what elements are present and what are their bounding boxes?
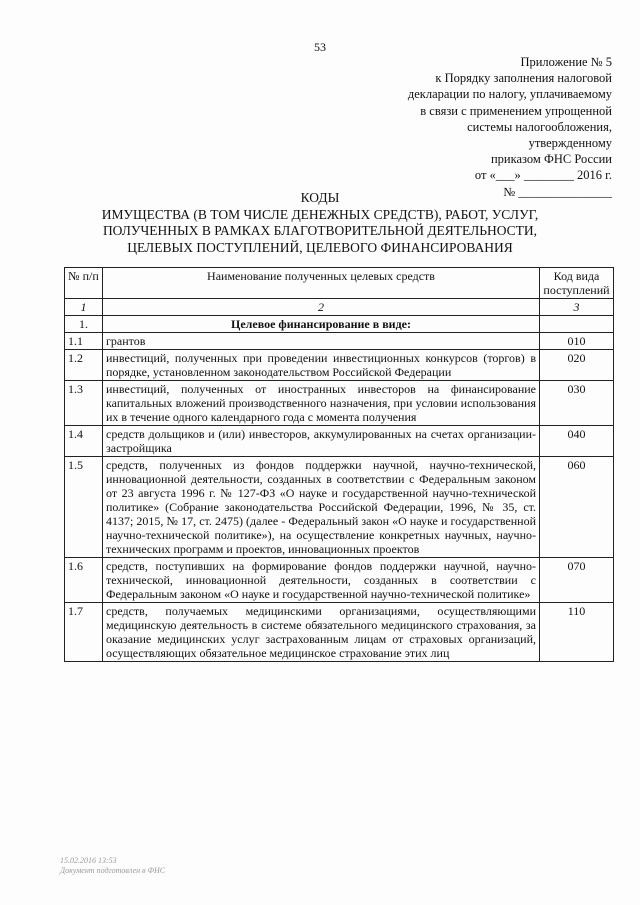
- header-number: № п/п: [65, 268, 103, 299]
- row-code: 110: [540, 603, 614, 662]
- row-code: 070: [540, 558, 614, 603]
- row-number: 1.1: [65, 333, 103, 350]
- table-row: [65, 350, 614, 381]
- document-heading: [60, 190, 580, 256]
- table-index-row: [65, 299, 614, 316]
- index-cell: 3: [540, 299, 614, 316]
- index-cell: 2: [103, 299, 540, 316]
- row-number: 1.7: [65, 603, 103, 662]
- row-number: 1.2: [65, 350, 103, 381]
- row-text: инвестиций, полученных от иностранных инвесторов на финансирование капитальных вложений производственного назначения, при условии использования их в течение одного календарного года с момента получения: [103, 381, 540, 426]
- heading-line: ЦЕЛЕВЫХ ПОСТУПЛЕНИЙ, ЦЕЛЕВОГО ФИНАНСИРОВАНИЯ: [127, 239, 513, 255]
- appendix-line: декларации по налогу, уплачиваемому: [407, 87, 612, 102]
- appendix-line: к Порядку заполнения налоговой: [435, 71, 612, 86]
- codes-table: [64, 267, 614, 662]
- page-number: 53: [314, 40, 326, 54]
- row-code: 010: [540, 333, 614, 350]
- appendix-line: приказом ФНС России: [490, 152, 612, 167]
- row-code: [540, 316, 614, 333]
- table-row: [65, 457, 614, 558]
- table-row: [65, 603, 614, 662]
- appendix-line: утвержденному: [528, 136, 612, 151]
- footer-stamp: [60, 856, 165, 876]
- row-text: грантов: [103, 333, 540, 350]
- table-header-row: [65, 268, 614, 299]
- row-text: средств, получаемых медицинскими организациями, осуществляющими медицинскую деятельность в системе обязательного медицинского страхования, за оказание медицинских услуг застрахованным лицам от страховых организаций, осуществляющих обязательное медицинское страхование этих лиц: [103, 603, 540, 662]
- appendix-number: № _______________: [503, 184, 612, 199]
- row-number: 1.5: [65, 457, 103, 558]
- index-cell: 1: [65, 299, 103, 316]
- heading-line: КОДЫ: [300, 190, 340, 205]
- section-row: [65, 316, 614, 333]
- row-text: средств дольщиков и (или) инвесторов, аккумулированных на счетах организации-застройщика: [103, 426, 540, 457]
- heading-line: ПОЛУЧЕННЫХ В РАМКАХ БЛАГОТВОРИТЕЛЬНОЙ ДЕЯТЕЛЬНОСТИ,: [102, 223, 538, 238]
- row-text: средств, поступивших на формирование фондов поддержки научной, научно-технической, инновационной деятельности, созданных в соответствии с Федеральным законом «О науке и государственной научно-технической политике»: [103, 558, 540, 603]
- table-row: [65, 558, 614, 603]
- table-row: [65, 333, 614, 350]
- row-code: 020: [540, 350, 614, 381]
- appendix-line: в связи с применением упрощенной: [420, 103, 612, 118]
- appendix-block: [352, 54, 612, 200]
- row-code: 030: [540, 381, 614, 426]
- table-row: [65, 381, 614, 426]
- row-number: 1.3: [65, 381, 103, 426]
- appendix-line: системы налогообложения,: [467, 119, 612, 134]
- row-number: 1.6: [65, 558, 103, 603]
- table-row: [65, 426, 614, 457]
- footer-timestamp: 15.02.2016 13:53: [60, 856, 117, 865]
- row-code: 040: [540, 426, 614, 457]
- appendix-title: Приложение № 5: [520, 55, 612, 69]
- row-number: 1.4: [65, 426, 103, 457]
- footer-note: Документ подготовлен в ФНС: [60, 866, 166, 875]
- row-text: инвестиций, полученных при проведении инвестиционных конкурсов (торгов) в порядке, установленном законодательством Российской Федерации: [103, 350, 540, 381]
- row-code: 060: [540, 457, 614, 558]
- header-name: Наименование полученных целевых средств: [103, 268, 540, 299]
- row-number: 1.: [65, 316, 103, 333]
- header-code: Код вида поступлений: [540, 268, 614, 299]
- section-title: Целевое финансирование в виде:: [103, 316, 540, 333]
- appendix-date: от «___» ________ 2016 г.: [474, 168, 612, 183]
- row-text: средств, полученных из фондов поддержки научной, научно-технической, инновационной деятельности, созданных в соответствии с Федеральным законом от 23 августа 1996 г. № 127-ФЗ «О науке и государственной научно-технической политике» (Собрание законодательства Российской Федерации, 1996, № 35, ст. 4137; 2015, № 17, ст. 2475) (далее - Федеральный закон «О науке и государственной научно-технической политике»), на осуществление конкретных научных, научно-технических программ и проектов, инновационных проектов: [103, 457, 540, 558]
- heading-line: ИМУЩЕСТВА (В ТОМ ЧИСЛЕ ДЕНЕЖНЫХ СРЕДСТВ), РАБОТ, УСЛУГ,: [101, 206, 539, 222]
